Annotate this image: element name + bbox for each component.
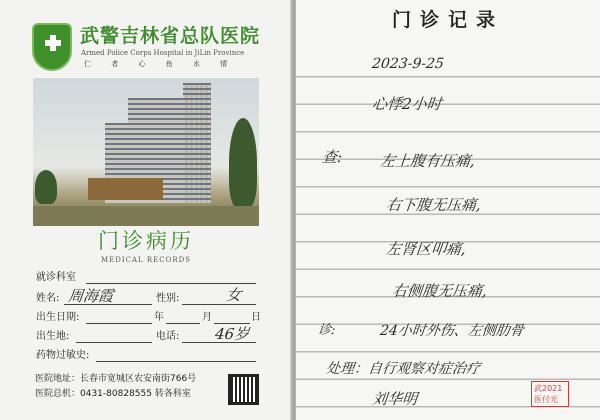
- phone-label: 电话:: [156, 331, 180, 342]
- doctor-signature: 刘华明: [371, 390, 419, 408]
- birthdate-label: 出生日期:: [36, 312, 80, 323]
- visit-record-title: 门诊记录: [391, 9, 504, 31]
- birthplace-label: 出生地:: [36, 331, 70, 342]
- diagnosis-label: 诊:: [317, 323, 337, 338]
- diagnosis: 24小时外伤、左侧肋骨: [379, 323, 525, 339]
- qr-code-icon: [228, 374, 259, 405]
- treatment: 处理：自行观察对症治疗: [325, 361, 481, 377]
- name-value: 周海霞: [67, 287, 115, 305]
- day-label: 日: [251, 312, 261, 323]
- allergy-label: 药物过敏史:: [36, 350, 90, 361]
- exam-line: 右侧腹无压痛,: [391, 282, 488, 300]
- department-label: 就诊科室: [36, 272, 76, 283]
- hospital-motto: 仁 者 心 鱼 水 情: [84, 60, 228, 68]
- name-label: 姓名:: [36, 293, 60, 304]
- record-subtitle: MEDICAL RECORDS: [100, 256, 192, 264]
- hospital-address: 医院地址：长春市宽城区农安南街766号: [35, 374, 197, 384]
- record-title: 门诊病历: [98, 229, 194, 253]
- exam-line: 左肾区叩痛,: [385, 240, 467, 258]
- doctor-stamp: [531, 381, 569, 407]
- visit-date: 2023-9-25: [371, 56, 445, 72]
- year-label: 年: [154, 312, 164, 323]
- hospital-building-photo: [33, 78, 259, 226]
- stamp-year: 2021: [542, 384, 563, 393]
- stamp-name: 医付光: [534, 395, 558, 404]
- gender-value: 女: [225, 286, 243, 304]
- hospital-name-en: Armed Police Corps Hospital in JiLin Province: [81, 49, 245, 57]
- gender-label: 性别:: [156, 293, 180, 304]
- exam-line: 左上腹有压痛,: [379, 152, 476, 170]
- hospital-phone: 医院总机：0431-80828555 转各科室: [35, 389, 191, 399]
- phone-value: 46岁: [214, 325, 251, 343]
- hospital-logo-icon: [32, 23, 72, 71]
- exam-line: 右下腹无压痛,: [385, 196, 482, 214]
- stamp-text: 武: [534, 384, 542, 393]
- month-label: 月: [202, 312, 212, 323]
- record-cover-page: [0, 0, 292, 420]
- hospital-name: 武警吉林省总队医院: [80, 25, 261, 47]
- exam-label: 查:: [321, 148, 344, 166]
- chief-complaint: 心悸2小时: [371, 95, 443, 113]
